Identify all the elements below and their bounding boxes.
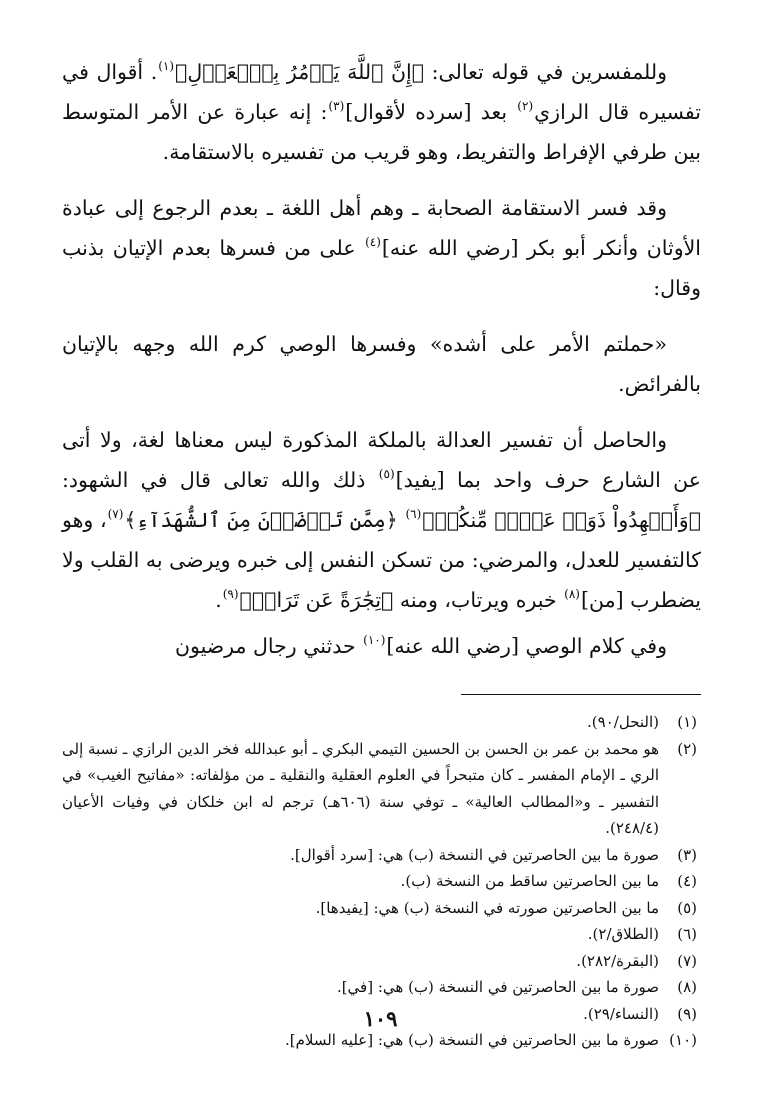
footnote-ref: (١٠)	[363, 633, 386, 647]
footnote-number: (٨)	[677, 978, 697, 996]
paragraph-4	[62, 420, 701, 620]
footnote-number: (٦)	[677, 925, 697, 943]
footnote-2	[62, 736, 697, 842]
footnote-5	[62, 895, 697, 922]
footnote-ref: (٩)	[222, 587, 239, 601]
footnote-number: (١)	[677, 713, 697, 731]
footnote-1	[62, 709, 697, 736]
footnote-number: (٢)	[677, 739, 697, 758]
footnote-ref: (٨)	[564, 587, 580, 601]
paragraph-text: «حملتم الأمر على أشده» وفسرها الوصي كرم الله وجهه بالإتيان بالفرائض.	[62, 332, 701, 396]
footnote-4	[62, 868, 697, 895]
paragraph-text: والحاصل أن تفسير العدالة بالملكة المذكورة ليس معناها لغة، ولا أتى عن الشارع حرف واحد بما [يفيد]	[62, 428, 701, 492]
footnote-text: هو محمد بن عمر بن الحسن بن الحسين التيمي البكري ـ أبو عبدالله فخر الدين الرازي ـ نسبة إلى الري ـ الإمام المفسر ـ كان متبحراً في العلوم العقلية والنقلية ـ من مؤلفاته: «مفاتيح الغيب» في التفسير ـ و«المطالب العالية» ـ توفي سنة (٦٠٦هـ) ترجم له ابن خلكان في وفيات الأعيان (٢٤٨/٤).	[62, 739, 660, 837]
footnote-text: صورة ما بين الحاصرتين في النسخة (ب) هي: [سرد أقوال].	[290, 845, 659, 864]
paragraph-5	[62, 626, 701, 666]
footnote-text: ما بين الحاصرتين ساقط من النسخة (ب).	[400, 872, 659, 890]
footnote-number: (٧)	[677, 951, 697, 970]
footnote-text: صورة ما بين الحاصرتين في النسخة (ب) هي: [في].	[336, 978, 659, 996]
paragraph-text: على من فسرها بعدم الإتيان بذنب وقال:	[62, 236, 701, 300]
paragraph-text: ذلك والله تعالى قال في الشهود: ﴿وَأَشۡهِدُواْ ذَوَيۡ عَدۡلٖ مِّنكُمۡ﴾	[62, 468, 701, 532]
footnote-3	[62, 842, 697, 869]
footnote-text: (النحل/٩٠).	[587, 713, 659, 731]
footnote-number: (٣)	[677, 845, 697, 864]
paragraph-text: ﴿مِمَّن تَرۡضَوۡنَ مِنَ ٱلشُّهَدَآءِ﴾	[124, 508, 405, 532]
footnote-text: (الطلاق/٢).	[587, 925, 659, 943]
paragraph-1	[62, 52, 701, 172]
paragraph-text: .	[215, 588, 222, 612]
footnote-number: (٩)	[677, 1004, 697, 1023]
footnote-ref: (٢)	[517, 99, 534, 113]
page-number: ١٠٩	[363, 1006, 398, 1031]
footnotes	[62, 709, 701, 1054]
paragraph-text: : إنه عبارة عن الأمر المتوسط بين طرفي الإفراط والتفريط، وهو قريب من تفسيره بالاستقامة.	[62, 100, 701, 164]
paragraph-text: وفي كلام الوصي [رضي الله عنه]	[386, 634, 667, 658]
footnote-6	[62, 921, 697, 948]
paragraph-text: . أقوال في تفسيره قال الرازي	[62, 60, 701, 124]
footnote-number: (٤)	[677, 872, 697, 890]
footnote-text: صورة ما بين الحاصرتين في النسخة (ب) هي: [عليه السلام].	[285, 1031, 659, 1049]
paragraph-text: خبره ويرتاب، ومنه ﴿تِجَٰرَةً عَن تَرَاضٖ﴾	[239, 588, 564, 612]
footnote-ref: (٧)	[107, 507, 124, 521]
footnote-7	[62, 948, 697, 975]
footnote-number: (١٠)	[669, 1031, 697, 1049]
footnote-text: ما بين الحاصرتين صورته في النسخة (ب) هي: [يفيدها].	[315, 898, 659, 917]
paragraph-text: ، وهو كالتفسير للعدل، والمرضي: من تسكن النفس إلى خبره ويرضى به القلب ولا يضطرب [من]	[62, 508, 701, 612]
footnote-ref: (٥)	[378, 467, 395, 481]
paragraph-3	[62, 324, 701, 404]
paragraph-text: بعد [سرده لأقوال]	[345, 100, 517, 124]
paragraph-text: وقد فسر الاستقامة الصحابة ـ وهم أهل اللغة ـ بعدم الرجوع إلى عبادة الأوثان وأنكر أبو بكر [رضي الله عنه]	[62, 196, 701, 260]
footnote-ref: (٦)	[405, 507, 422, 521]
footnote-text: (البقرة/٢٨٢).	[576, 951, 659, 970]
paragraph-text: حدثني رجال مرضيون	[174, 634, 363, 658]
paragraph-text: وللمفسرين في قوله تعالى: ﴿إِنَّ ٱللَّهَ يَأۡمُرُ بِٱلۡعَدۡلِ﴾	[175, 60, 667, 84]
footnote-ref: (٣)	[328, 99, 345, 113]
footnote-ref: (١)	[158, 59, 175, 73]
footnote-number: (٥)	[677, 898, 697, 917]
paragraph-2	[62, 188, 701, 308]
footnote-text: (النساء/٢٩).	[583, 1004, 659, 1023]
footnote-8	[62, 974, 697, 1001]
footnote-ref: (٤)	[365, 235, 381, 249]
footnote-divider	[461, 694, 701, 695]
